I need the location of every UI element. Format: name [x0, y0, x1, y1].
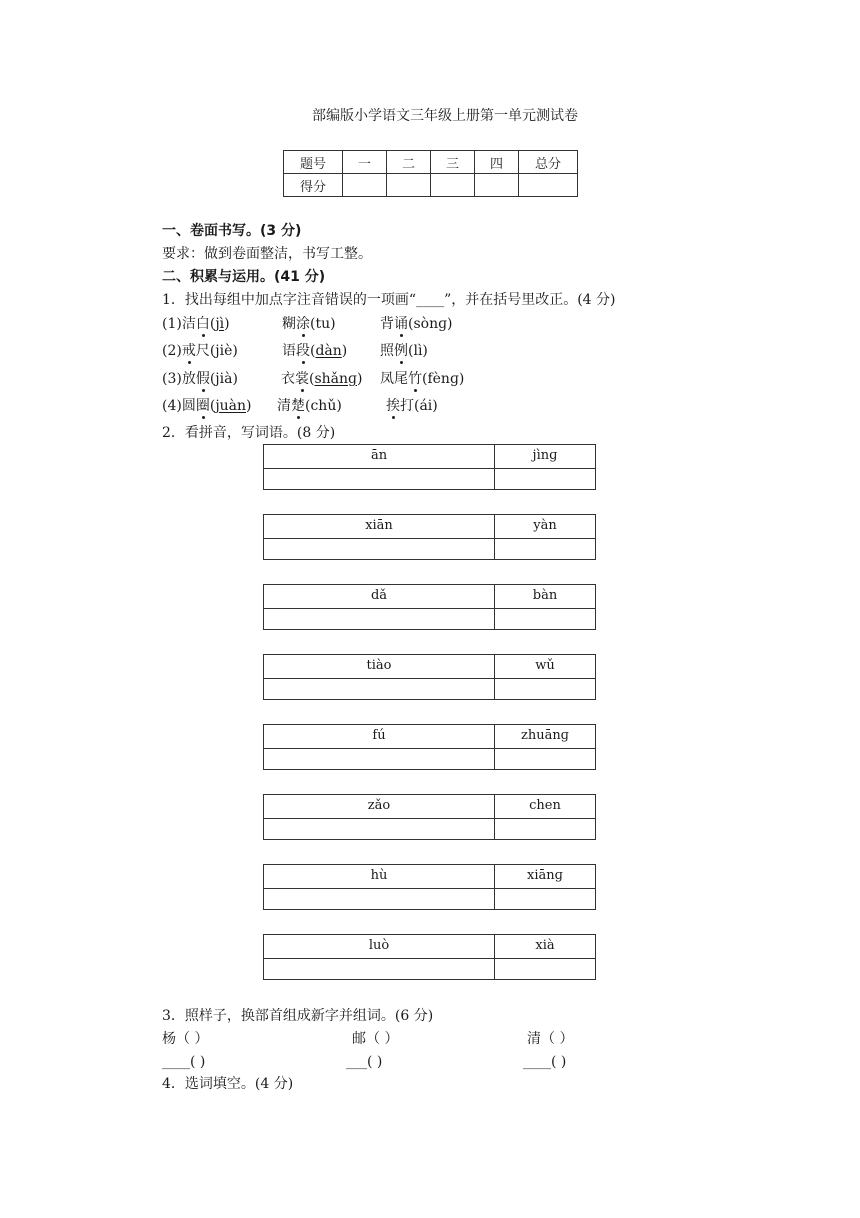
- q1-text: (: [209, 398, 216, 414]
- q1-text: (: [209, 316, 216, 332]
- pinyin-box: [263, 724, 596, 770]
- q1-item: [162, 370, 238, 388]
- q3-blank-1[interactable]: ____( ): [162, 1054, 206, 1070]
- q1-text: ): [246, 398, 252, 414]
- answer-cell-2[interactable]: [495, 818, 595, 840]
- underlined-pinyin: jì: [215, 316, 225, 332]
- answer-cell-1[interactable]: [264, 538, 495, 560]
- q1-text: (tu): [310, 316, 336, 332]
- answer-cell-1[interactable]: [264, 958, 495, 980]
- answer-cell-1[interactable]: [264, 748, 495, 770]
- pinyin-row: [264, 585, 595, 609]
- q1-text: (1)洁: [162, 316, 196, 332]
- score-row-label: 得分: [284, 174, 343, 197]
- pinyin-word-1: fú: [264, 725, 495, 748]
- q3-char-2: 邮（ ）: [352, 1031, 399, 1047]
- q1-item: [380, 315, 453, 333]
- dotted-char: 裳: [295, 371, 309, 387]
- answer-cell-1[interactable]: [264, 468, 495, 490]
- q1-text: (2): [162, 343, 182, 359]
- q1-text: 凤尾: [380, 371, 408, 387]
- q1-text: 清: [277, 398, 291, 414]
- underlined-pinyin: dàn: [315, 343, 342, 359]
- q1-item: [282, 315, 336, 333]
- answer-row: [264, 958, 595, 980]
- dotted-char: 涂: [296, 316, 310, 332]
- answer-cell-1[interactable]: [264, 608, 495, 630]
- pinyin-word-1: tiào: [264, 655, 495, 678]
- section-1-requirement: 要求：做到卷面整洁，书写工整。: [162, 246, 372, 262]
- score-header-cell: 二: [387, 151, 431, 174]
- underlined-pinyin: juàn: [215, 398, 247, 414]
- q1-prompt: 1．找出每组中加点字注音错误的一项画“____”，并在括号里改正。(4 分): [162, 292, 616, 308]
- pinyin-word-2: chen: [529, 798, 561, 813]
- dotted-char: 圈: [195, 398, 210, 414]
- pinyin-box: [263, 864, 596, 910]
- answer-row: [264, 678, 595, 700]
- pinyin-word-2: jìnɡ: [532, 448, 558, 463]
- dotted-char: 戒: [181, 343, 196, 359]
- pinyin-row: [264, 445, 595, 469]
- score-header-cell: 三: [431, 151, 475, 174]
- underlined-pinyin: shǎnɡ: [314, 371, 357, 387]
- answer-cell-2[interactable]: [495, 958, 595, 980]
- pinyin-word-1: hù: [264, 865, 495, 888]
- answer-cell-2[interactable]: [495, 468, 595, 490]
- q1-item: [162, 342, 238, 360]
- pinyin-box: [263, 514, 596, 560]
- q1-item: [386, 397, 438, 415]
- dotted-char: 段: [296, 343, 310, 359]
- q1-text: 打(ái): [400, 398, 438, 414]
- pinyin-word-2: wǔ: [535, 658, 555, 673]
- pinyin-box: [263, 934, 596, 980]
- q1-item: [380, 342, 428, 360]
- pinyin-row: [264, 795, 595, 819]
- pinyin-word-2: yàn: [533, 518, 557, 533]
- q1-item: [277, 397, 342, 415]
- q1-text: (jià): [209, 371, 238, 387]
- answer-cell-2[interactable]: [495, 678, 595, 700]
- score-cell[interactable]: [519, 174, 578, 197]
- q1-text: 糊: [282, 316, 296, 332]
- q1-text: ): [357, 371, 363, 387]
- answer-row: [264, 888, 595, 910]
- pinyin-word-1: xiān: [264, 515, 495, 538]
- dotted-char: 白: [195, 316, 210, 332]
- q1-text: 语: [282, 343, 296, 359]
- q1-text: (lì): [408, 343, 428, 359]
- q3-blank-3[interactable]: ____( ): [523, 1054, 567, 1070]
- pinyin-row: [264, 865, 595, 889]
- section-2-heading: 二、积累与运用。(41 分): [162, 269, 326, 285]
- answer-row: [264, 468, 595, 490]
- score-header-cell: 总分: [519, 151, 578, 174]
- answer-cell-1[interactable]: [264, 818, 495, 840]
- score-table-score-row: [284, 174, 578, 197]
- q4-prompt: 4．选词填空。(4 分): [162, 1076, 294, 1092]
- q1-item: [282, 342, 347, 360]
- pinyin-row: [264, 515, 595, 539]
- q1-text: 尺(jiè): [195, 343, 238, 359]
- answer-cell-1[interactable]: [264, 888, 495, 910]
- pinyin-word-2: zhuānɡ: [520, 728, 570, 743]
- dotted-char: 挨: [386, 398, 400, 414]
- answer-row: [264, 748, 595, 770]
- q3-prompt: 3．照样子，换部首组成新字并组词。(6 分): [162, 1008, 434, 1024]
- answer-cell-2[interactable]: [495, 608, 595, 630]
- q1-text: (chǔ): [305, 398, 342, 414]
- q1-item: [281, 370, 362, 388]
- pinyin-word-2: xiānɡ: [527, 868, 563, 883]
- score-cell[interactable]: [431, 174, 475, 197]
- q1-text: (3)放: [162, 371, 196, 387]
- q1-text: (: [310, 343, 316, 359]
- score-table-header-row: [284, 151, 578, 174]
- pinyin-box: [263, 444, 596, 490]
- q1-text: (sònɡ): [408, 316, 453, 332]
- page-title: 部编版小学语文三年级上册第一单元测试卷: [312, 108, 578, 124]
- pinyin-word-2: bàn: [532, 588, 558, 603]
- pinyin-word-2: xià: [535, 938, 555, 953]
- section-1-heading: 一、卷面书写。(3 分): [162, 223, 302, 239]
- pinyin-word-1: luò: [264, 935, 495, 958]
- score-cell[interactable]: [387, 174, 431, 197]
- answer-cell-2[interactable]: [495, 748, 595, 770]
- q1-text: 背: [380, 316, 394, 332]
- dotted-char: 诵: [394, 316, 408, 332]
- q1-text: ): [224, 316, 230, 332]
- answer-cell-2[interactable]: [495, 888, 595, 910]
- q1-text: 照: [380, 343, 394, 359]
- q3-blank-2[interactable]: ___( ): [346, 1054, 383, 1070]
- dotted-char: 例: [394, 343, 408, 359]
- dotted-char: 竹: [408, 371, 422, 387]
- score-cell[interactable]: [475, 174, 519, 197]
- score-header-cell: 一: [343, 151, 387, 174]
- dotted-char: 假: [195, 371, 210, 387]
- pinyin-box: [263, 654, 596, 700]
- score-header-cell: 题号: [284, 151, 343, 174]
- q3-char-3: 清（ ）: [527, 1031, 574, 1047]
- pinyin-row: [264, 725, 595, 749]
- pinyin-word-1: dǎ: [264, 585, 495, 608]
- q1-text: (4)圆: [162, 398, 196, 414]
- answer-cell-2[interactable]: [495, 538, 595, 560]
- pinyin-word-1: ān: [264, 445, 495, 468]
- q1-text: (fènɡ): [422, 371, 465, 387]
- q3-char-1: 杨（ ）: [162, 1031, 209, 1047]
- score-cell[interactable]: [343, 174, 387, 197]
- q1-text: ): [341, 343, 348, 359]
- pinyin-row: [264, 655, 595, 679]
- q1-item: [162, 397, 252, 415]
- q2-prompt: 2．看拼音，写词语。(8 分): [162, 425, 336, 441]
- q1-item: [162, 315, 230, 333]
- dotted-char: 楚: [291, 398, 305, 414]
- score-table: [283, 150, 578, 197]
- pinyin-box: [263, 584, 596, 630]
- q1-text: 衣: [281, 371, 295, 387]
- score-header-cell: 四: [475, 151, 519, 174]
- q1-text: (: [309, 371, 315, 387]
- answer-row: [264, 538, 595, 560]
- q1-item: [380, 370, 464, 388]
- answer-cell-1[interactable]: [264, 678, 495, 700]
- pinyin-word-1: zǎo: [264, 795, 495, 818]
- answer-row: [264, 608, 595, 630]
- pinyin-box: [263, 794, 596, 840]
- pinyin-row: [264, 935, 595, 959]
- answer-row: [264, 818, 595, 840]
